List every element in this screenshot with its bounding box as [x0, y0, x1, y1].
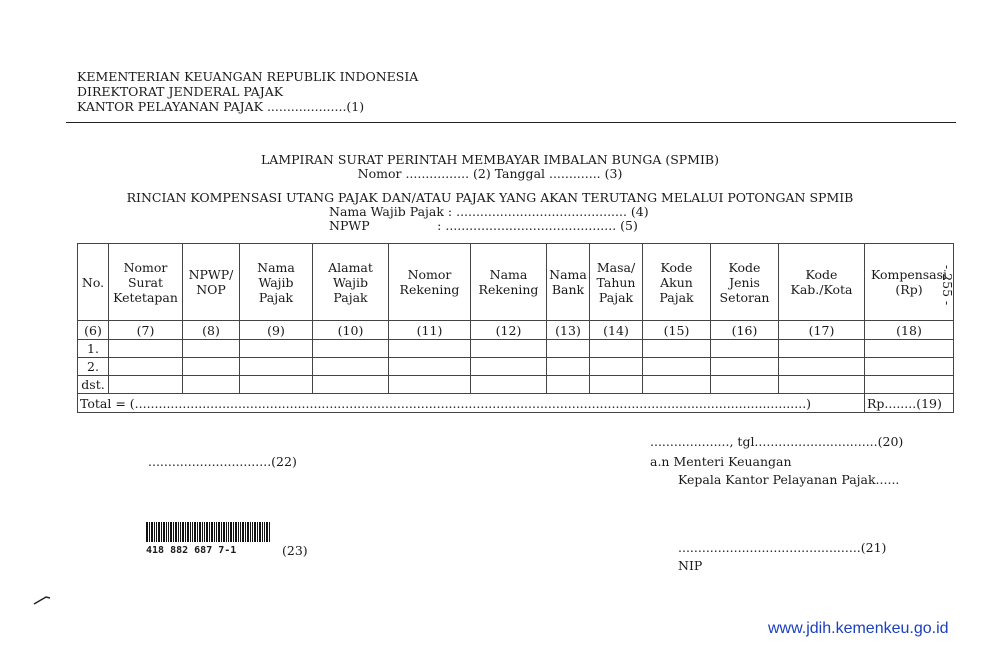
row-number: 1.: [78, 340, 109, 358]
column-number: (15): [643, 321, 711, 340]
nama-wajib-pajak-line: Nama Wajib Pajak : ........................................... (4): [329, 204, 649, 219]
header-kode-akun-pajak: Kode Akun Pajak: [643, 244, 711, 321]
kepala-kantor: Kepala Kantor Pelayanan Pajak......: [678, 472, 900, 487]
an-menteri-keuangan: a.n Menteri Keuangan: [650, 454, 792, 469]
nomor-tanggal-line: Nomor ................ (2) Tanggal ............. (3): [357, 166, 623, 181]
table-row: [78, 376, 954, 394]
nip-label: NIP: [678, 558, 703, 573]
column-number: (16): [711, 321, 779, 340]
stray-mark-icon: [32, 594, 52, 606]
header-no: No.: [78, 244, 109, 321]
column-number-row: [78, 321, 954, 340]
header-kode-jenis-setoran: Kode Jenis Setoran: [711, 244, 779, 321]
document-title: LAMPIRAN SURAT PERINTAH MEMBAYAR IMBALAN BUNGA (SPMIB): [261, 152, 719, 167]
table-row: [78, 358, 954, 376]
table-row: [78, 340, 954, 358]
column-number: (6): [78, 321, 109, 340]
npwp-line: NPWP : ........................................... (5): [329, 218, 638, 233]
table-header-row: [78, 244, 954, 321]
column-number: (7): [109, 321, 183, 340]
column-number: (8): [183, 321, 240, 340]
total-row: [78, 394, 954, 413]
column-number: (14): [590, 321, 643, 340]
column-number: (13): [547, 321, 590, 340]
header-nama-wajib-pajak: Nama Wajib Pajak: [240, 244, 313, 321]
compensation-table: [77, 243, 954, 413]
header-nama-bank: Nama Bank: [547, 244, 590, 321]
header-directorate: DIREKTORAT JENDERAL PAJAK: [77, 84, 284, 99]
total-label: Total = (.........................................................................................................................................................................): [78, 394, 865, 413]
header-kode-kab-kota: Kode Kab./Kota: [779, 244, 865, 321]
header-divider: [66, 122, 956, 123]
barcode-image: [146, 522, 270, 542]
row-number: dst.: [78, 376, 109, 394]
rincian-title: RINCIAN KOMPENSASI UTANG PAJAK DAN/ATAU PAJAK YANG AKAN TERUTANG MELALUI POTONGAN SPMIB: [126, 190, 854, 205]
signatory-name-line: ..............................................(21): [678, 540, 887, 555]
column-number: (12): [471, 321, 547, 340]
header-nomor-rekening: Nomor Rekening: [389, 244, 471, 321]
place-date-line: ...................., tgl...............................(20): [650, 434, 904, 449]
header-alamat-wajib-pajak: Alamat Wajib Pajak: [313, 244, 389, 321]
column-number: (18): [865, 321, 954, 340]
header-masa-tahun-pajak: Masa/ Tahun Pajak: [590, 244, 643, 321]
header-ministry: KEMENTERIAN KEUANGAN REPUBLIK INDONESIA: [77, 69, 419, 84]
left-signature-placeholder: ...............................(22): [148, 454, 297, 469]
header-kompensasi: Kompensasi (Rp): [865, 244, 954, 321]
header-nomor-surat-ketetapan: Nomor Surat Ketetapan: [109, 244, 183, 321]
column-number: (11): [389, 321, 471, 340]
page-number: - 255 -: [940, 265, 955, 306]
barcode-number: 418 882 687 7-1: [146, 545, 237, 556]
column-number: (10): [313, 321, 389, 340]
header-office: KANTOR PELAYANAN PAJAK ....................(1): [77, 99, 365, 114]
footer-url-link[interactable]: www.jdih.kemenkeu.go.id: [768, 620, 949, 637]
total-value: Rp........(19): [865, 394, 954, 413]
column-number: (9): [240, 321, 313, 340]
barcode-ref: (23): [282, 543, 308, 558]
row-number: 2.: [78, 358, 109, 376]
header-npwp-nop: NPWP/ NOP: [183, 244, 240, 321]
column-number: (17): [779, 321, 865, 340]
header-nama-rekening: Nama Rekening: [471, 244, 547, 321]
